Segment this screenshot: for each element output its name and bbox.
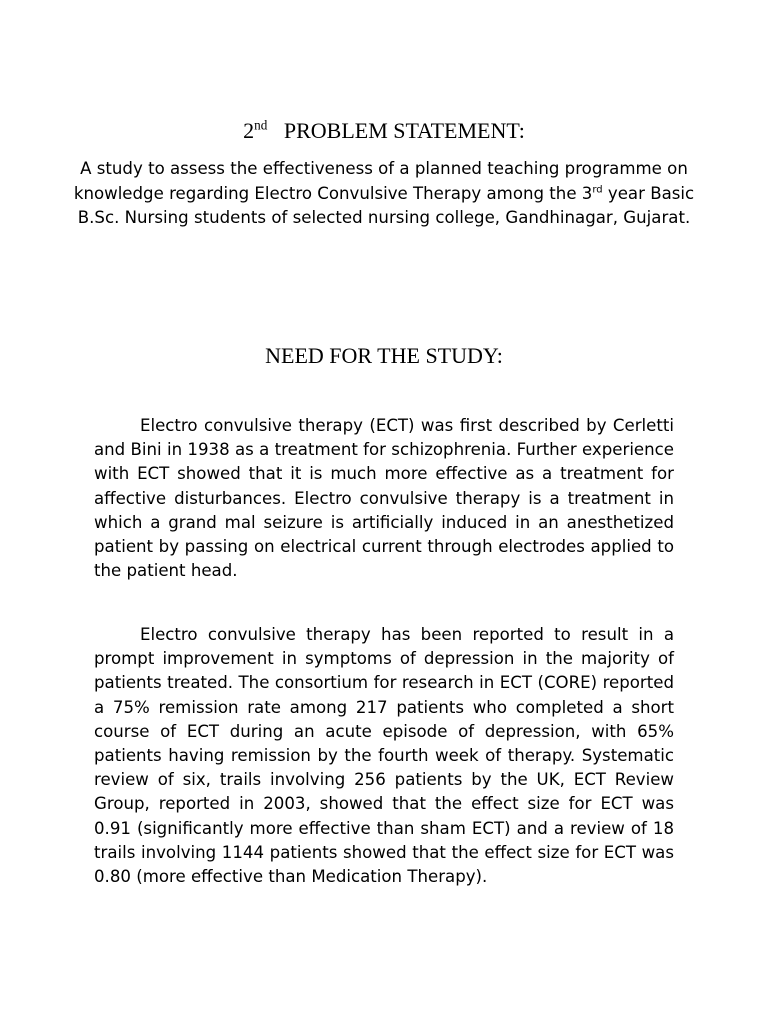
statement-part-1: A study to assess the effectiveness of a planned teaching programme on knowledge regarding Electro Convulsive Therapy among the 3 bbox=[73, 159, 688, 203]
problem-statement-text bbox=[60, 157, 708, 231]
statement-ordinal-suffix: rd bbox=[592, 183, 603, 195]
heading-ordinal: 2 bbox=[243, 118, 255, 143]
need-for-study-heading: NEED FOR THE STUDY: bbox=[265, 343, 503, 368]
paragraph-2: Electro convulsive therapy has been reported to result in a prompt improvement in symptoms of depression in the majority of patients treated. The consortium for research in ECT (CORE) reported a 75% remission rate among 217 patients who completed a short course of ECT during an acute episode of depression, with 65% patients having remission by the fourth week of therapy. Systematic review of six, trails involving 256 patients by the UK, ECT Review Group, reported in 2003, showed that the effect size for ECT was 0.91 (significantly more effective than sham ECT) and a review of 18 trails involving 1144 patients showed that the effect size for ECT was 0.80 (more effective than Medication Therapy). bbox=[94, 625, 674, 887]
problem-statement-heading bbox=[0, 118, 768, 144]
heading-ordinal-suffix: nd bbox=[254, 117, 268, 133]
heading-text: PROBLEM STATEMENT: bbox=[283, 118, 525, 143]
paragraph-1: Electro convulsive therapy (ECT) was first described by Cerletti and Bini in 1938 as a treatment for schizophrenia. Further experience with ECT showed that it is much more effective as a treatment for affective disturbances. Electro convulsive therapy is a treatment in which a grand mal seizure is artificially induced in an anesthetized patient by passing on electrical current through electrodes applied to the patient head. bbox=[94, 416, 674, 581]
statement-part-2: year Basic B.Sc. Nursing students of selected nursing college, Gandhinagar, Gujarat. bbox=[77, 183, 695, 227]
